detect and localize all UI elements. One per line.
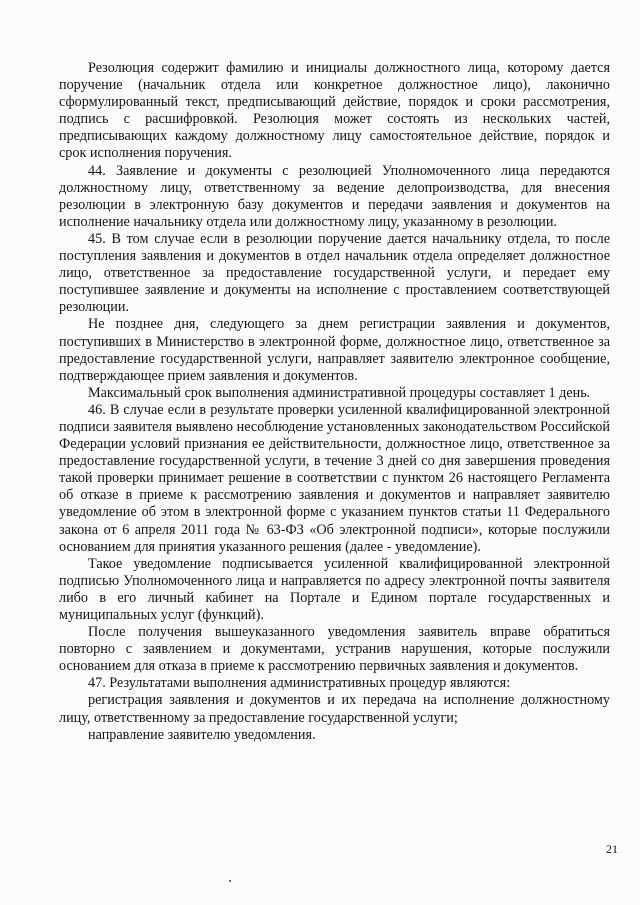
paragraph-reapply: После получения вышеуказанного уведомления заявитель вправе обратиться повторно с заявлением и документами, устранив нарушения, которые послужили основанием для отказа в приеме к рассмотрению первичных заявления и документов. [59,624,610,675]
paragraph-44: 44. Заявление и документы с резолюцией Уполномоченного лица передаются должностному лицу, ответственному за ведение делопроизводства, для внесения резолюции в электронную базу документов и передачи заявления и документов на исполнение начальнику отдела или должностному лицу, указанному в резолюции. [59,162,610,230]
paragraph-result-notification: направление заявителю уведомления. [88,726,316,743]
paragraph-max-duration: Максимальный срок выполнения административной процедуры составляет 1 день. [88,384,591,401]
paragraph-46: 46. В случае если в результате проверки усиленной квалифицированной электронной подписи заявителя выявлено несоблюдение установленных законодательством Российской Федерации условий признания ее действительности, должностное лицо, ответственное за предоставление государственной услуги, в течение 3 дней со дня завершения проведения такой проверки принимает решение в соответствии с пунктом 26 настоящего Регламента об отказе в приеме к рассмотрению заявления и документов и направляет заявителю уведомление об этом в электронной форме с указанием пунктов статьи 11 Федерального закона от 6 апреля 2011 года № 63-ФЗ «Об электронной подписи», которые послужили основанием для принятия указанного решения (далее - уведомление). [59,401,610,555]
document-body [59,60,610,744]
scan-speck [229,880,231,882]
paragraph-result-registration: регистрация заявления и документов и их передача на исполнение должностному лицу, ответственному за предоставление государственной услуги; [59,692,610,726]
paragraph-electronic-receipt: Не позднее дня, следующего за днем регистрации заявления и документов, поступивших в Министерство в электронной форме, должностное лицо, ответственное за предоставление государственной услуги, направляет заявителю электронное сообщение, подтверждающее прием заявления и документов. [59,316,610,384]
page-number: 21 [606,842,618,856]
paragraph-resolution-content: Резолюция содержит фамилию и инициалы должностного лица, которому дается поручение (начальник отдела или конкретное должностное лицо), лаконично сформулированный текст, предписывающий действие, порядок и сроки рассмотрения, подпись с расшифровкой. Резолюция может состоять из нескольких частей, предписывающих каждому должностному лицу самостоятельное действие, порядок и срок исполнения поручения. [59,60,610,162]
paragraph-45: 45. В том случае если в резолюции поручение дается начальнику отдела, то после поступления заявления и документов в отдел начальник отдела определяет должностное лицо, ответственное за предоставление государственной услуги, и передает ему поступившее заявление и документы на исполнение с проставлением соответствующей резолюции. [59,230,610,316]
paragraph-47: 47. Результатами выполнения административных процедур являются: [88,675,511,692]
paragraph-notification-signing: Такое уведомление подписывается усиленной квалифицированной электронной подписью Уполномоченного лица и направляется по адресу электронной почты заявителя либо в его личный кабинет на Портале и Едином портале государственных и муниципальных услуг (функций). [59,555,610,623]
